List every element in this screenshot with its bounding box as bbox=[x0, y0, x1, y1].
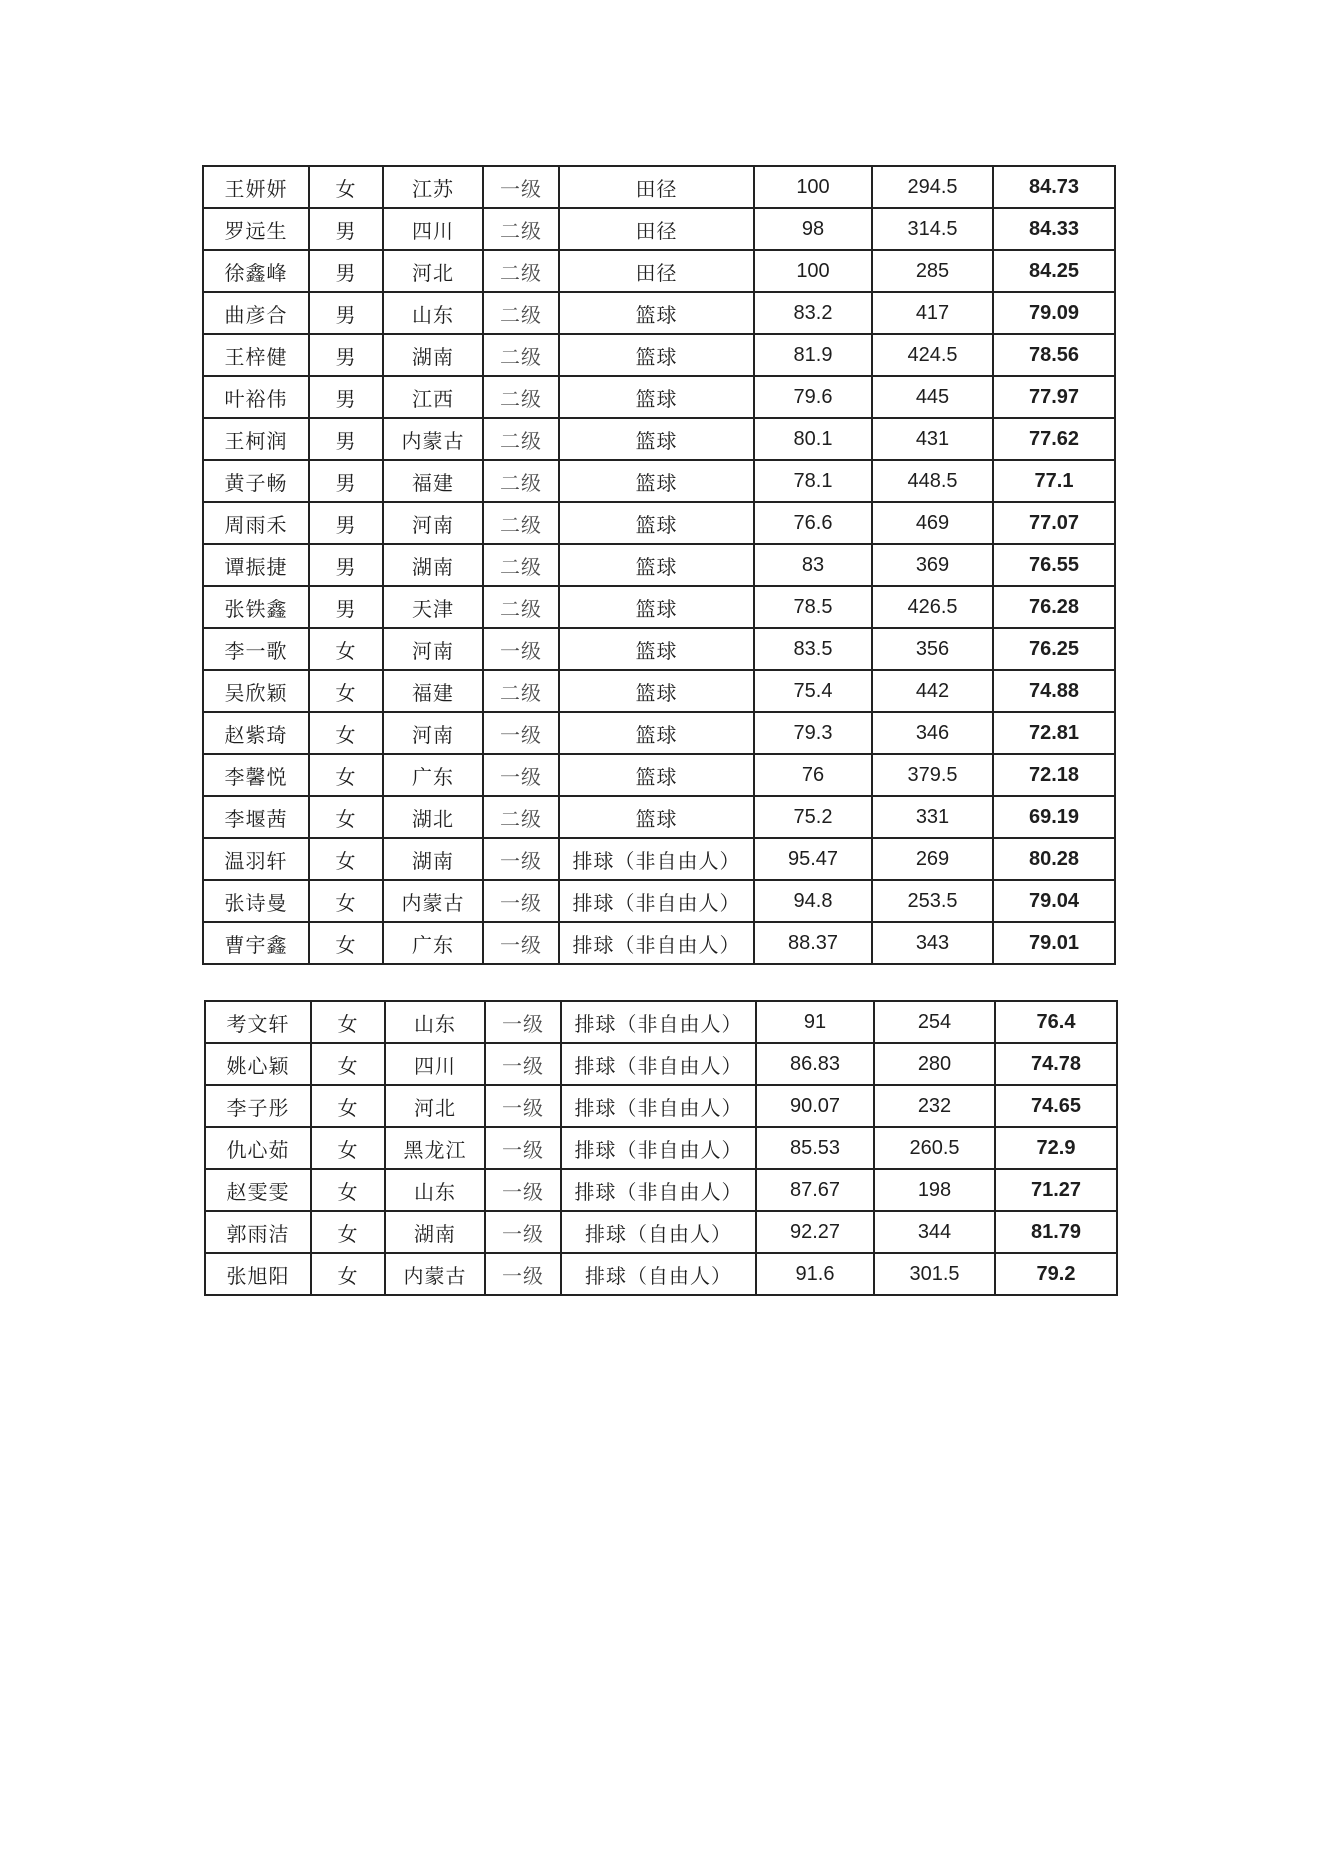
name-cell: 仇心茹 bbox=[205, 1127, 311, 1169]
table-row bbox=[205, 1253, 1117, 1295]
level-cell: 一级 bbox=[485, 1211, 561, 1253]
sport-cell: 篮球 bbox=[559, 376, 754, 418]
score2-cell: 343 bbox=[872, 922, 993, 964]
province-cell: 山东 bbox=[385, 1169, 485, 1211]
sport-cell: 篮球 bbox=[559, 712, 754, 754]
score1-cell: 79.6 bbox=[754, 376, 872, 418]
table-row bbox=[203, 712, 1115, 754]
name-cell: 张铁鑫 bbox=[203, 586, 309, 628]
table-row bbox=[203, 586, 1115, 628]
table-row bbox=[205, 1127, 1117, 1169]
name-cell: 温羽轩 bbox=[203, 838, 309, 880]
table-row bbox=[205, 1043, 1117, 1085]
sport-cell: 篮球 bbox=[559, 754, 754, 796]
table-row bbox=[203, 460, 1115, 502]
score-table-top bbox=[202, 165, 1116, 965]
name-cell: 李子彤 bbox=[205, 1085, 311, 1127]
table-row bbox=[203, 838, 1115, 880]
score1-cell: 81.9 bbox=[754, 334, 872, 376]
score1-cell: 88.37 bbox=[754, 922, 872, 964]
gender-cell: 男 bbox=[309, 208, 383, 250]
score2-cell: 344 bbox=[874, 1211, 995, 1253]
province-cell: 湖南 bbox=[383, 334, 483, 376]
total-score-cell: 77.62 bbox=[993, 418, 1115, 460]
province-cell: 湖北 bbox=[383, 796, 483, 838]
total-score-cell: 79.09 bbox=[993, 292, 1115, 334]
name-cell: 赵雯雯 bbox=[205, 1169, 311, 1211]
table-row bbox=[203, 544, 1115, 586]
sport-cell: 篮球 bbox=[559, 292, 754, 334]
province-cell: 湖南 bbox=[385, 1211, 485, 1253]
table-row bbox=[203, 922, 1115, 964]
gender-cell: 女 bbox=[311, 1211, 385, 1253]
total-score-cell: 69.19 bbox=[993, 796, 1115, 838]
province-cell: 湖南 bbox=[383, 544, 483, 586]
total-score-cell: 72.81 bbox=[993, 712, 1115, 754]
gender-cell: 女 bbox=[311, 1169, 385, 1211]
total-score-cell: 79.01 bbox=[993, 922, 1115, 964]
gender-cell: 女 bbox=[311, 1043, 385, 1085]
score1-cell: 78.5 bbox=[754, 586, 872, 628]
score1-cell: 78.1 bbox=[754, 460, 872, 502]
score1-cell: 76.6 bbox=[754, 502, 872, 544]
sport-cell: 排球（非自由人） bbox=[559, 880, 754, 922]
total-score-cell: 79.2 bbox=[995, 1253, 1117, 1295]
score1-cell: 90.07 bbox=[756, 1085, 874, 1127]
total-score-cell: 74.65 bbox=[995, 1085, 1117, 1127]
score2-cell: 331 bbox=[872, 796, 993, 838]
gender-cell: 男 bbox=[309, 250, 383, 292]
province-cell: 内蒙古 bbox=[383, 418, 483, 460]
table-row bbox=[205, 1211, 1117, 1253]
score2-cell: 346 bbox=[872, 712, 993, 754]
gender-cell: 男 bbox=[309, 334, 383, 376]
name-cell: 考文轩 bbox=[205, 1001, 311, 1043]
score2-cell: 417 bbox=[872, 292, 993, 334]
province-cell: 内蒙古 bbox=[385, 1253, 485, 1295]
level-cell: 二级 bbox=[483, 586, 559, 628]
name-cell: 姚心颖 bbox=[205, 1043, 311, 1085]
level-cell: 二级 bbox=[483, 796, 559, 838]
gender-cell: 女 bbox=[311, 1001, 385, 1043]
province-cell: 河北 bbox=[383, 250, 483, 292]
province-cell: 内蒙古 bbox=[383, 880, 483, 922]
gender-cell: 男 bbox=[309, 418, 383, 460]
table-row bbox=[203, 166, 1115, 208]
score1-cell: 100 bbox=[754, 166, 872, 208]
name-cell: 张旭阳 bbox=[205, 1253, 311, 1295]
level-cell: 一级 bbox=[485, 1253, 561, 1295]
table-row bbox=[203, 670, 1115, 712]
level-cell: 一级 bbox=[485, 1043, 561, 1085]
table-row bbox=[203, 754, 1115, 796]
level-cell: 二级 bbox=[483, 376, 559, 418]
score2-cell: 253.5 bbox=[872, 880, 993, 922]
level-cell: 二级 bbox=[483, 544, 559, 586]
level-cell: 一级 bbox=[483, 754, 559, 796]
sport-cell: 篮球 bbox=[559, 334, 754, 376]
score1-cell: 87.67 bbox=[756, 1169, 874, 1211]
score1-cell: 80.1 bbox=[754, 418, 872, 460]
province-cell: 江苏 bbox=[383, 166, 483, 208]
score2-cell: 232 bbox=[874, 1085, 995, 1127]
table-row bbox=[203, 334, 1115, 376]
level-cell: 二级 bbox=[483, 292, 559, 334]
score2-cell: 356 bbox=[872, 628, 993, 670]
gender-cell: 男 bbox=[309, 502, 383, 544]
table-row bbox=[203, 796, 1115, 838]
sport-cell: 排球（非自由人） bbox=[559, 922, 754, 964]
gender-cell: 女 bbox=[309, 670, 383, 712]
score1-cell: 92.27 bbox=[756, 1211, 874, 1253]
score1-cell: 75.2 bbox=[754, 796, 872, 838]
sport-cell: 篮球 bbox=[559, 460, 754, 502]
sport-cell: 篮球 bbox=[559, 544, 754, 586]
name-cell: 王柯润 bbox=[203, 418, 309, 460]
score2-cell: 379.5 bbox=[872, 754, 993, 796]
name-cell: 曹宇鑫 bbox=[203, 922, 309, 964]
score2-cell: 314.5 bbox=[872, 208, 993, 250]
province-cell: 福建 bbox=[383, 460, 483, 502]
score2-cell: 445 bbox=[872, 376, 993, 418]
total-score-cell: 77.07 bbox=[993, 502, 1115, 544]
level-cell: 一级 bbox=[483, 838, 559, 880]
gender-cell: 男 bbox=[309, 460, 383, 502]
gender-cell: 男 bbox=[309, 544, 383, 586]
gender-cell: 男 bbox=[309, 586, 383, 628]
level-cell: 一级 bbox=[483, 922, 559, 964]
level-cell: 一级 bbox=[483, 880, 559, 922]
table-row bbox=[205, 1001, 1117, 1043]
score2-cell: 424.5 bbox=[872, 334, 993, 376]
score2-cell: 260.5 bbox=[874, 1127, 995, 1169]
score1-cell: 91 bbox=[756, 1001, 874, 1043]
province-cell: 四川 bbox=[385, 1043, 485, 1085]
province-cell: 广东 bbox=[383, 922, 483, 964]
name-cell: 王梓健 bbox=[203, 334, 309, 376]
score1-cell: 85.53 bbox=[756, 1127, 874, 1169]
gender-cell: 女 bbox=[309, 922, 383, 964]
sport-cell: 排球（非自由人） bbox=[559, 838, 754, 880]
gender-cell: 女 bbox=[309, 838, 383, 880]
table-row bbox=[203, 292, 1115, 334]
province-cell: 天津 bbox=[383, 586, 483, 628]
name-cell: 吴欣颖 bbox=[203, 670, 309, 712]
table-row bbox=[203, 418, 1115, 460]
gender-cell: 女 bbox=[311, 1127, 385, 1169]
score2-cell: 426.5 bbox=[872, 586, 993, 628]
score1-cell: 83.5 bbox=[754, 628, 872, 670]
score2-cell: 254 bbox=[874, 1001, 995, 1043]
total-score-cell: 76.25 bbox=[993, 628, 1115, 670]
level-cell: 一级 bbox=[483, 628, 559, 670]
sport-cell: 排球（非自由人） bbox=[561, 1085, 756, 1127]
total-score-cell: 78.56 bbox=[993, 334, 1115, 376]
name-cell: 曲彦合 bbox=[203, 292, 309, 334]
sport-cell: 排球（非自由人） bbox=[561, 1127, 756, 1169]
gender-cell: 女 bbox=[309, 796, 383, 838]
name-cell: 李一歌 bbox=[203, 628, 309, 670]
level-cell: 二级 bbox=[483, 334, 559, 376]
province-cell: 山东 bbox=[385, 1001, 485, 1043]
sport-cell: 排球（非自由人） bbox=[561, 1043, 756, 1085]
total-score-cell: 76.28 bbox=[993, 586, 1115, 628]
table-row bbox=[205, 1169, 1117, 1211]
score2-cell: 198 bbox=[874, 1169, 995, 1211]
level-cell: 一级 bbox=[483, 166, 559, 208]
total-score-cell: 76.4 bbox=[995, 1001, 1117, 1043]
score1-cell: 100 bbox=[754, 250, 872, 292]
total-score-cell: 72.18 bbox=[993, 754, 1115, 796]
province-cell: 湖南 bbox=[383, 838, 483, 880]
table-row bbox=[203, 208, 1115, 250]
score2-cell: 285 bbox=[872, 250, 993, 292]
table-row bbox=[203, 250, 1115, 292]
score1-cell: 98 bbox=[754, 208, 872, 250]
name-cell: 徐鑫峰 bbox=[203, 250, 309, 292]
score1-cell: 83 bbox=[754, 544, 872, 586]
level-cell: 一级 bbox=[485, 1127, 561, 1169]
level-cell: 一级 bbox=[485, 1001, 561, 1043]
total-score-cell: 74.88 bbox=[993, 670, 1115, 712]
province-cell: 四川 bbox=[383, 208, 483, 250]
score2-cell: 442 bbox=[872, 670, 993, 712]
level-cell: 一级 bbox=[485, 1085, 561, 1127]
province-cell: 黑龙江 bbox=[385, 1127, 485, 1169]
name-cell: 李馨悦 bbox=[203, 754, 309, 796]
total-score-cell: 72.9 bbox=[995, 1127, 1117, 1169]
total-score-cell: 81.79 bbox=[995, 1211, 1117, 1253]
gender-cell: 男 bbox=[309, 292, 383, 334]
name-cell: 黄子畅 bbox=[203, 460, 309, 502]
name-cell: 周雨禾 bbox=[203, 502, 309, 544]
gender-cell: 女 bbox=[309, 628, 383, 670]
sport-cell: 篮球 bbox=[559, 670, 754, 712]
table-row bbox=[203, 880, 1115, 922]
sport-cell: 排球（非自由人） bbox=[561, 1169, 756, 1211]
score1-cell: 79.3 bbox=[754, 712, 872, 754]
sport-cell: 排球（非自由人） bbox=[561, 1001, 756, 1043]
level-cell: 二级 bbox=[483, 208, 559, 250]
sport-cell: 田径 bbox=[559, 166, 754, 208]
name-cell: 李堰茜 bbox=[203, 796, 309, 838]
score2-cell: 369 bbox=[872, 544, 993, 586]
score1-cell: 91.6 bbox=[756, 1253, 874, 1295]
score1-cell: 83.2 bbox=[754, 292, 872, 334]
score2-cell: 301.5 bbox=[874, 1253, 995, 1295]
score1-cell: 75.4 bbox=[754, 670, 872, 712]
table-row bbox=[203, 376, 1115, 418]
level-cell: 二级 bbox=[483, 502, 559, 544]
gender-cell: 女 bbox=[309, 166, 383, 208]
name-cell: 罗远生 bbox=[203, 208, 309, 250]
province-cell: 山东 bbox=[383, 292, 483, 334]
sport-cell: 篮球 bbox=[559, 502, 754, 544]
level-cell: 二级 bbox=[483, 460, 559, 502]
name-cell: 郭雨洁 bbox=[205, 1211, 311, 1253]
province-cell: 河南 bbox=[383, 628, 483, 670]
sport-cell: 篮球 bbox=[559, 418, 754, 460]
name-cell: 叶裕伟 bbox=[203, 376, 309, 418]
gender-cell: 女 bbox=[309, 880, 383, 922]
score1-cell: 94.8 bbox=[754, 880, 872, 922]
name-cell: 赵紫琦 bbox=[203, 712, 309, 754]
score2-cell: 269 bbox=[872, 838, 993, 880]
level-cell: 二级 bbox=[483, 418, 559, 460]
table-body bbox=[205, 1001, 1117, 1295]
gender-cell: 女 bbox=[311, 1253, 385, 1295]
total-score-cell: 80.28 bbox=[993, 838, 1115, 880]
table-row bbox=[203, 628, 1115, 670]
sport-cell: 田径 bbox=[559, 250, 754, 292]
level-cell: 二级 bbox=[483, 250, 559, 292]
sport-cell: 排球（自由人） bbox=[561, 1253, 756, 1295]
province-cell: 福建 bbox=[383, 670, 483, 712]
sport-cell: 篮球 bbox=[559, 796, 754, 838]
province-cell: 江西 bbox=[383, 376, 483, 418]
name-cell: 王妍妍 bbox=[203, 166, 309, 208]
level-cell: 一级 bbox=[485, 1169, 561, 1211]
score2-cell: 294.5 bbox=[872, 166, 993, 208]
sport-cell: 篮球 bbox=[559, 628, 754, 670]
level-cell: 二级 bbox=[483, 670, 559, 712]
total-score-cell: 77.1 bbox=[993, 460, 1115, 502]
total-score-cell: 76.55 bbox=[993, 544, 1115, 586]
province-cell: 河南 bbox=[383, 502, 483, 544]
gender-cell: 女 bbox=[309, 712, 383, 754]
total-score-cell: 84.73 bbox=[993, 166, 1115, 208]
sport-cell: 田径 bbox=[559, 208, 754, 250]
total-score-cell: 77.97 bbox=[993, 376, 1115, 418]
score1-cell: 76 bbox=[754, 754, 872, 796]
score1-cell: 86.83 bbox=[756, 1043, 874, 1085]
province-cell: 河北 bbox=[385, 1085, 485, 1127]
score1-cell: 95.47 bbox=[754, 838, 872, 880]
score-table-bottom bbox=[204, 1000, 1118, 1296]
gender-cell: 女 bbox=[311, 1085, 385, 1127]
gender-cell: 男 bbox=[309, 376, 383, 418]
total-score-cell: 84.33 bbox=[993, 208, 1115, 250]
score2-cell: 448.5 bbox=[872, 460, 993, 502]
score2-cell: 469 bbox=[872, 502, 993, 544]
province-cell: 广东 bbox=[383, 754, 483, 796]
table-row bbox=[203, 502, 1115, 544]
total-score-cell: 71.27 bbox=[995, 1169, 1117, 1211]
name-cell: 张诗曼 bbox=[203, 880, 309, 922]
total-score-cell: 79.04 bbox=[993, 880, 1115, 922]
province-cell: 河南 bbox=[383, 712, 483, 754]
score2-cell: 431 bbox=[872, 418, 993, 460]
table-row bbox=[205, 1085, 1117, 1127]
sport-cell: 篮球 bbox=[559, 586, 754, 628]
sport-cell: 排球（自由人） bbox=[561, 1211, 756, 1253]
name-cell: 谭振捷 bbox=[203, 544, 309, 586]
score2-cell: 280 bbox=[874, 1043, 995, 1085]
table-body bbox=[203, 166, 1115, 964]
level-cell: 一级 bbox=[483, 712, 559, 754]
total-score-cell: 84.25 bbox=[993, 250, 1115, 292]
total-score-cell: 74.78 bbox=[995, 1043, 1117, 1085]
gender-cell: 女 bbox=[309, 754, 383, 796]
